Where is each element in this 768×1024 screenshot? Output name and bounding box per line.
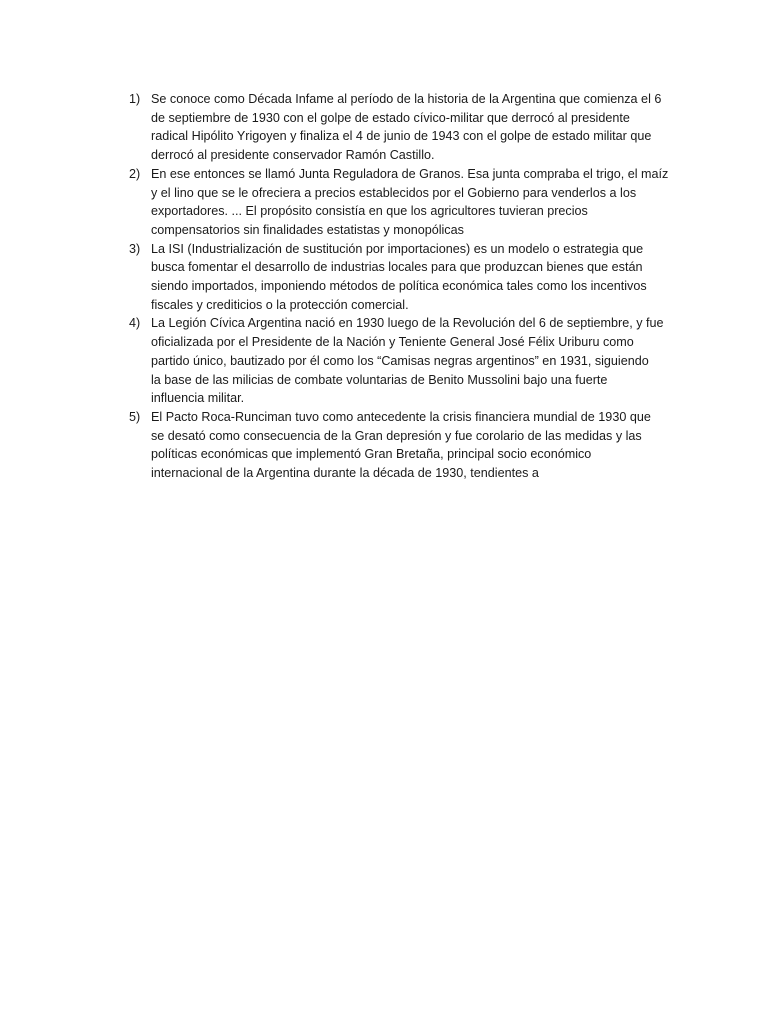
text-line: La ISI (Industrialización de sustitución por importaciones) es un modelo o estrategia que: [151, 241, 644, 256]
list-item-4: [129, 314, 669, 408]
text-line: compensatorios sin finalidades estatistas y monopólicas: [151, 222, 464, 237]
text-line: El Pacto Roca-Runciman tuvo como antecedente la crisis financiera mundial de 1930 que: [151, 409, 651, 424]
text-line: busca fomentar el desarrollo de industrias locales para que produzcan bienes que están: [151, 260, 643, 275]
text-line: siendo importados, imponiendo métodos de política económica tales como los incentivos: [151, 279, 647, 294]
list-number: 3): [129, 241, 141, 256]
list-item-5: [129, 408, 669, 483]
text-line: políticas económicas que implementó Gran Bretaña, principal socio económico: [151, 447, 592, 462]
text-line: de septiembre de 1930 con el golpe de estado cívico-militar que derrocó al presidente: [151, 110, 630, 125]
text-line: Se conoce como Década Infame al período de la historia de la Argentina que comienza el 6: [151, 92, 662, 106]
text-line: oficializada por el Presidente de la Nación y Teniente General José Félix Uriburu como: [151, 335, 634, 350]
list-item-2: [129, 165, 669, 240]
text-line: se desató como consecuencia de la Gran depresión y fue corolario de las medidas y las: [151, 428, 642, 443]
text-line: y el lino que se le ofreciera a precios establecidos por el Gobierno para venderlos a los: [151, 185, 637, 200]
text-line: fiscales y crediticios o la protección comercial.: [151, 297, 409, 312]
numbered-list: [129, 90, 669, 483]
text-line: exportadores. ... El propósito consistía en que los agricultores tuvieran precios: [151, 204, 588, 219]
text-line: derrocó al presidente conservador Ramón Castillo.: [151, 148, 435, 163]
text-line: internacional de la Argentina durante la década de 1930, tendientes a: [151, 466, 539, 481]
text-line: radical Hipólito Yrigoyen y finaliza el 4 de junio de 1943 con el golpe de estado militar que: [151, 129, 652, 144]
text-line: la base de las milicias de combate voluntarias de Benito Mussolini bajo una fuerte: [151, 372, 608, 387]
list-item-1: [129, 90, 669, 165]
list-number: 5): [129, 409, 141, 424]
list-number: 2): [129, 166, 141, 181]
list-number: 4): [129, 316, 141, 331]
text-line: influencia militar.: [151, 391, 245, 406]
text-line: En ese entonces se llamó Junta Reguladora de Granos. Esa junta compraba el trigo, el maíz: [151, 166, 669, 181]
text-line: La Legión Cívica Argentina nació en 1930 luego de la Revolución del 6 de septiembre, y fue: [151, 316, 664, 331]
list-item-3: [129, 240, 669, 315]
text-line: partido único, bautizado por él como los “Camisas negras argentinos” en 1931, siguiendo: [151, 353, 649, 368]
list-number: 1): [129, 92, 141, 106]
